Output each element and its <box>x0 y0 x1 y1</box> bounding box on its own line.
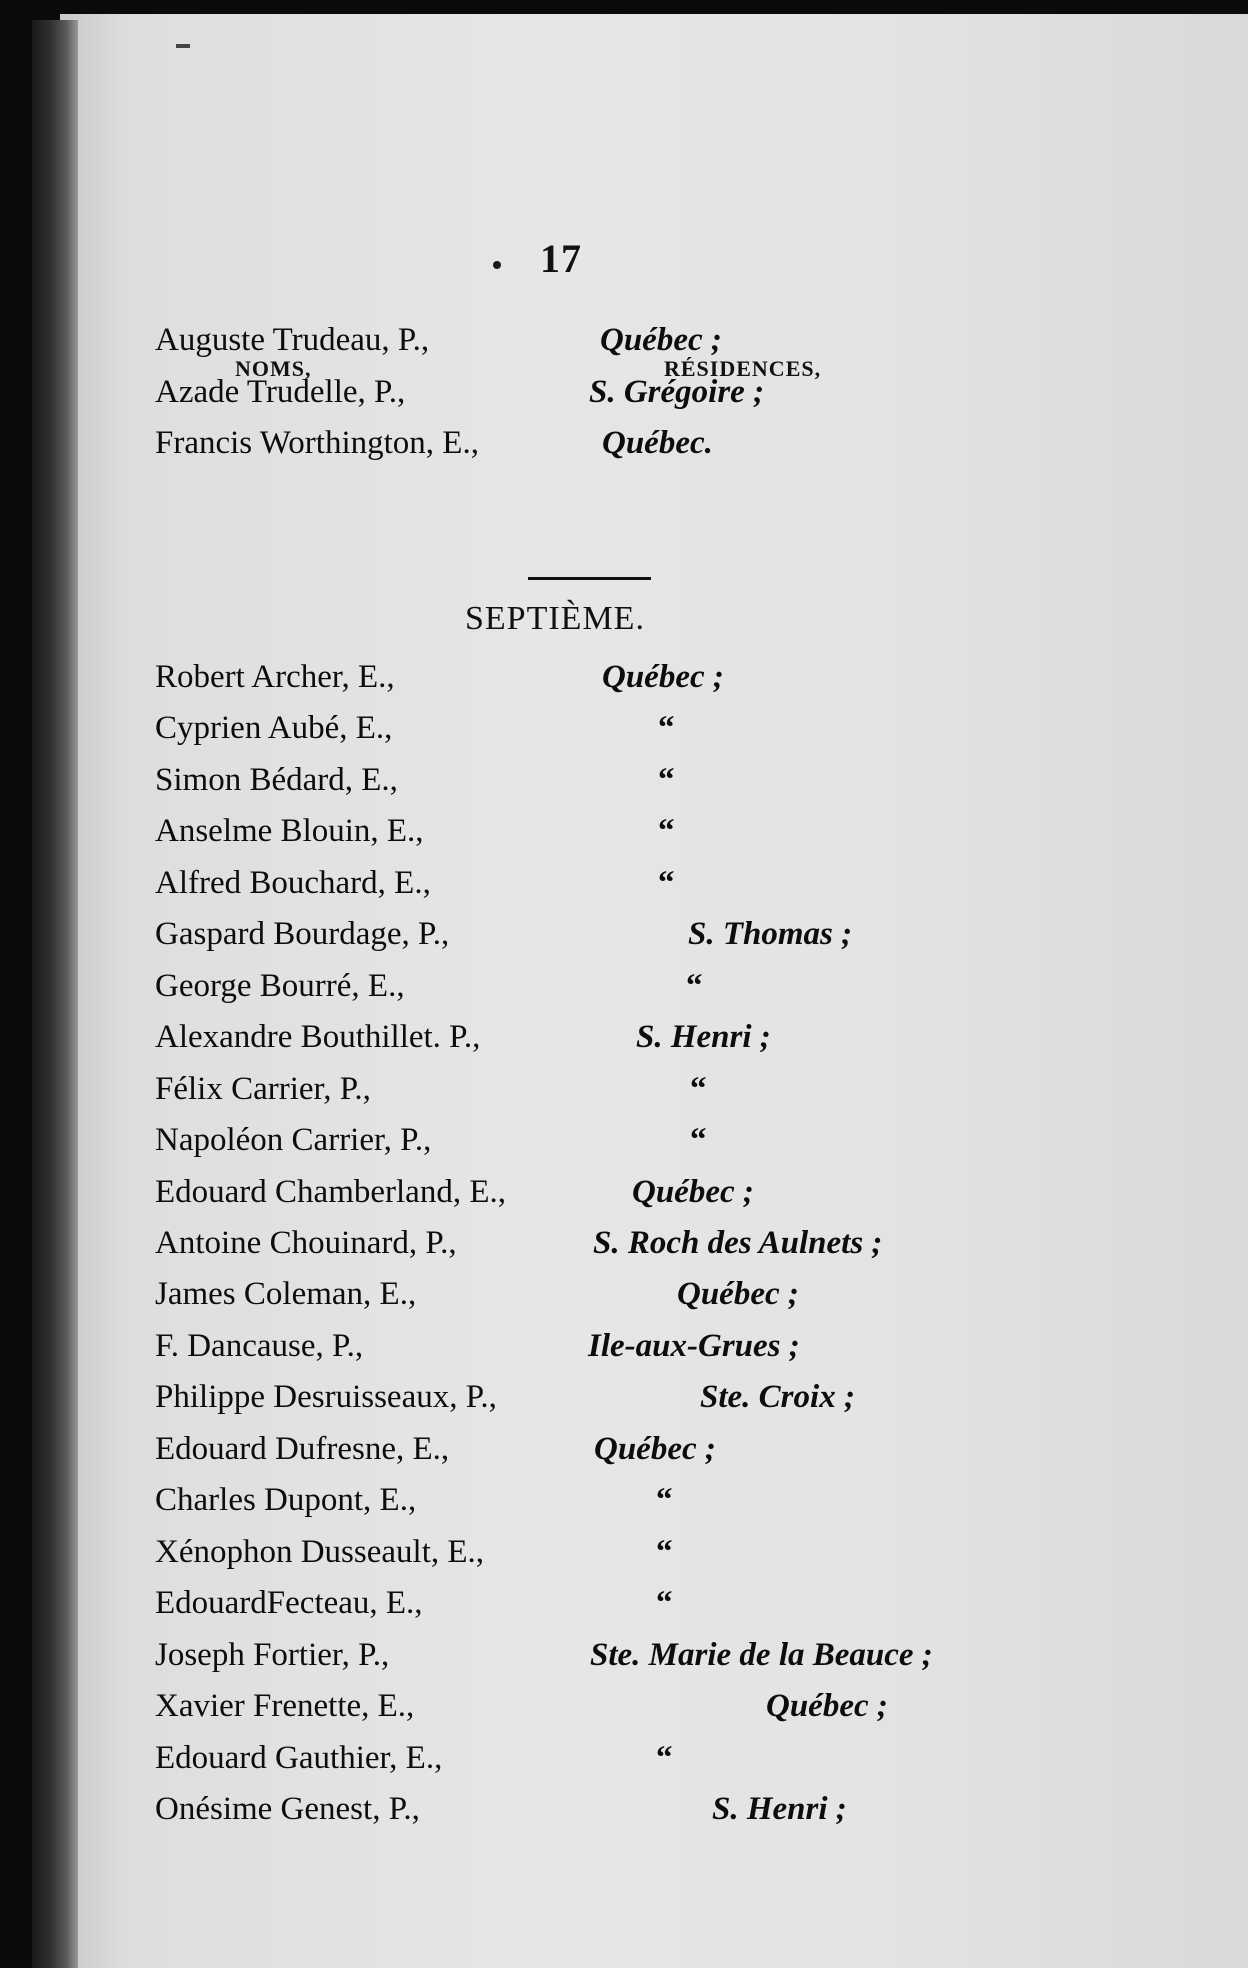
list-item <box>0 1637 1248 1689</box>
list-item <box>0 1276 1248 1328</box>
list-item <box>0 374 1248 426</box>
entry-residence: “ <box>658 813 675 849</box>
section-title: SEPTIÈME. <box>465 600 645 637</box>
list-item <box>0 1122 1248 1174</box>
entry-residence: “ <box>656 1740 673 1776</box>
entry-residence: S. Henri ; <box>712 1791 847 1827</box>
entry-residence: “ <box>690 1071 707 1107</box>
entry-name: Edouard Gauthier, E., <box>155 1740 443 1776</box>
entry-name: Joseph Fortier, P., <box>155 1637 390 1673</box>
entry-name: George Bourré, E., <box>155 968 405 1004</box>
list-item <box>0 1019 1248 1071</box>
entry-residence: Ste. Croix ; <box>700 1379 855 1415</box>
list-item <box>0 710 1248 762</box>
entry-residence: Québec ; <box>600 322 722 358</box>
entry-residence: “ <box>658 865 675 901</box>
entry-name: Simon Bédard, E., <box>155 762 398 798</box>
list-item <box>0 425 1248 477</box>
entry-name: Antoine Chouinard, P., <box>155 1225 457 1261</box>
page-number-dot <box>493 261 501 269</box>
entry-residence: S. Grégoire ; <box>589 374 765 410</box>
entry-residence: S. Roch des Aulnets ; <box>593 1225 883 1261</box>
entry-name: Cyprien Aubé, E., <box>155 710 393 746</box>
list-item <box>0 1174 1248 1226</box>
entry-name: EdouardFecteau, E., <box>155 1585 423 1621</box>
entry-residence: Québec ; <box>766 1688 888 1724</box>
list-item <box>0 1431 1248 1483</box>
entry-residence: “ <box>658 710 675 746</box>
entry-name: Félix Carrier, P., <box>155 1071 371 1107</box>
entry-name: Alexandre Bouthillet. P., <box>155 1019 481 1055</box>
entry-residence: Québec ; <box>594 1431 716 1467</box>
list-item <box>0 813 1248 865</box>
entry-residence: “ <box>658 762 675 798</box>
entry-name: Edouard Chamberland, E., <box>155 1174 506 1210</box>
entry-name: Xavier Frenette, E., <box>155 1688 415 1724</box>
entry-name: F. Dancause, P., <box>155 1328 364 1364</box>
entry-name: Gaspard Bourdage, P., <box>155 916 450 952</box>
entry-name: Napoléon Carrier, P., <box>155 1122 432 1158</box>
list-item <box>0 762 1248 814</box>
entry-name: James Coleman, E., <box>155 1276 417 1312</box>
list-item <box>0 916 1248 968</box>
entry-residence: Ile-aux-Grues ; <box>588 1328 800 1364</box>
list-item <box>0 322 1248 374</box>
list-item <box>0 865 1248 917</box>
entry-residence: “ <box>656 1534 673 1570</box>
entry-residence: Québec ; <box>677 1276 799 1312</box>
entry-residence: S. Thomas ; <box>688 916 853 952</box>
entry-name: Edouard Dufresne, E., <box>155 1431 450 1467</box>
entry-residence: “ <box>686 968 703 1004</box>
entry-name: Auguste Trudeau, P., <box>155 322 430 358</box>
list-item <box>0 1740 1248 1792</box>
list-item <box>0 1585 1248 1637</box>
column-header-names: NOMS, <box>235 356 312 381</box>
list-item <box>0 659 1248 711</box>
list-item <box>0 968 1248 1020</box>
entry-name: Philippe Desruisseaux, P., <box>155 1379 497 1415</box>
column-header-residences: RÉSIDENCES, <box>664 356 822 381</box>
entry-name: Azade Trudelle, P., <box>155 374 406 410</box>
entry-residence: “ <box>656 1482 673 1518</box>
list-item <box>0 1688 1248 1740</box>
section-divider <box>528 577 651 580</box>
entry-residence: Québec ; <box>602 659 724 695</box>
list-item <box>0 1071 1248 1123</box>
list-item <box>0 1482 1248 1534</box>
page-number: 17 <box>540 236 582 281</box>
entry-residence: Québec ; <box>632 1174 754 1210</box>
entry-residence: “ <box>656 1585 673 1621</box>
print-mark <box>176 44 190 48</box>
entry-name: Robert Archer, E., <box>155 659 395 695</box>
entry-name: Francis Worthington, E., <box>155 425 479 461</box>
list-item <box>0 1791 1248 1843</box>
entry-name: Charles Dupont, E., <box>155 1482 417 1518</box>
entry-name: Xénophon Dusseault, E., <box>155 1534 485 1570</box>
entry-name: Anselme Blouin, E., <box>155 813 424 849</box>
entry-residence: Québec. <box>602 425 713 461</box>
entry-residence: Ste. Marie de la Beauce ; <box>590 1637 933 1673</box>
list-item <box>0 1225 1248 1277</box>
entry-residence: “ <box>690 1122 707 1158</box>
list-item <box>0 1379 1248 1431</box>
entry-name: Alfred Bouchard, E., <box>155 865 431 901</box>
list-item <box>0 1328 1248 1380</box>
entry-residence: S. Henri ; <box>636 1019 771 1055</box>
list-item <box>0 1534 1248 1586</box>
entry-name: Onésime Genest, P., <box>155 1791 420 1827</box>
